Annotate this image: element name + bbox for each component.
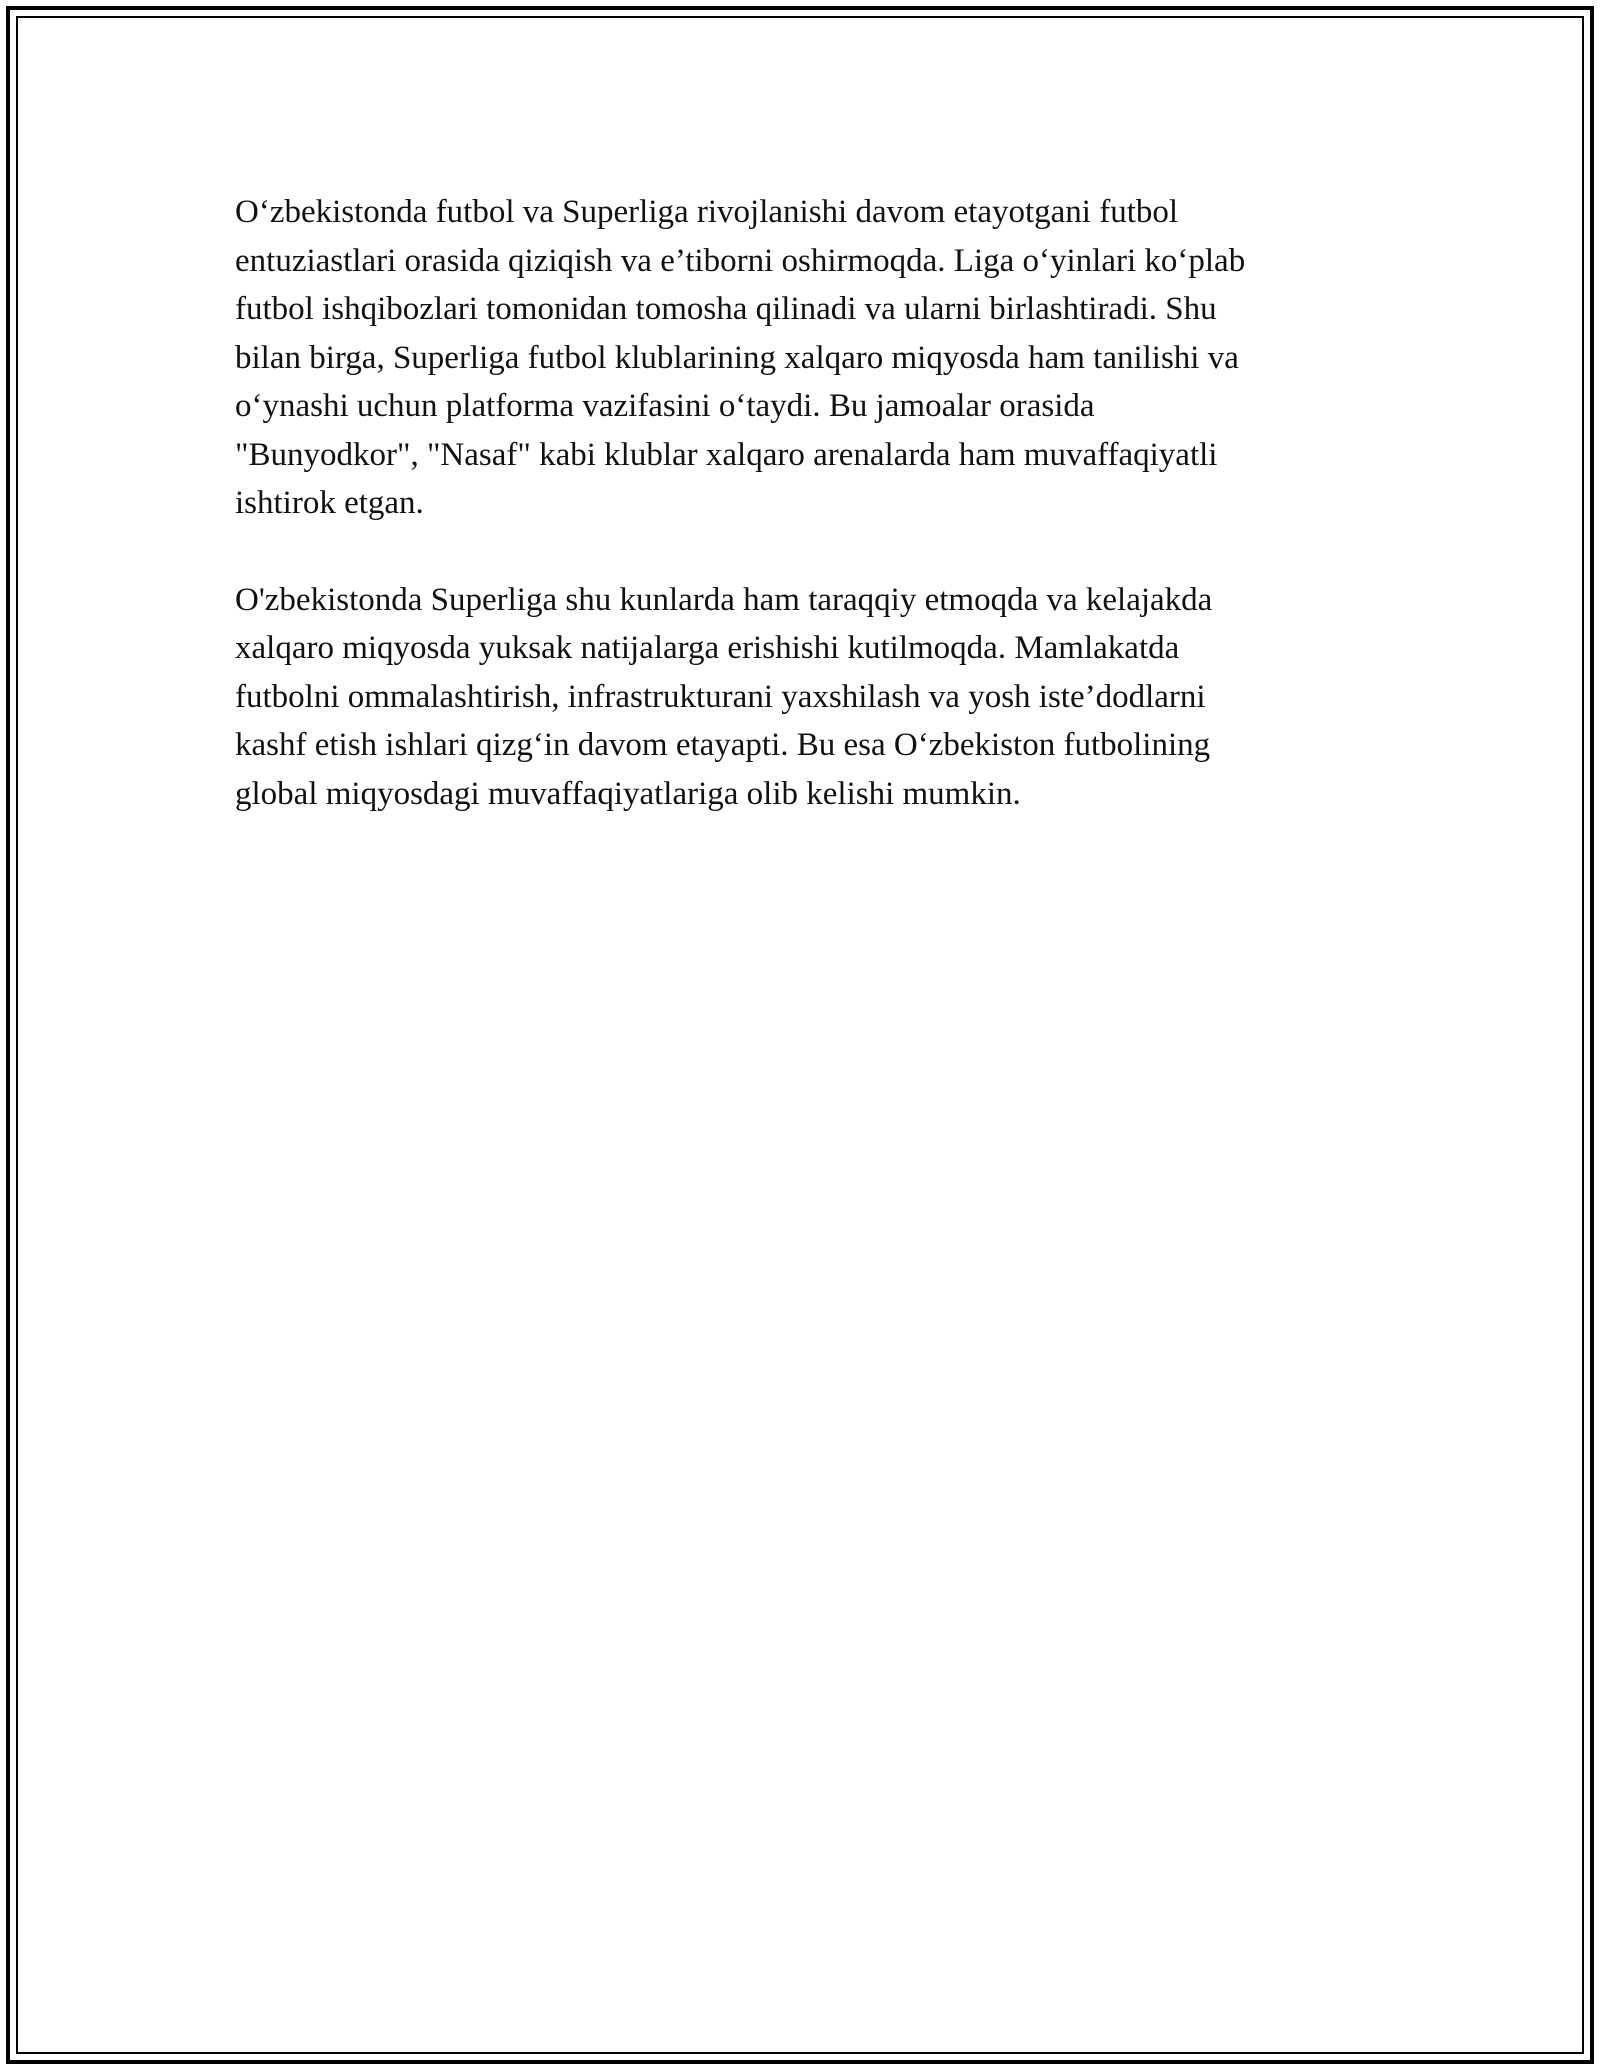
text-line: futbol ishqibozlari tomonidan tomosha qilinadi va ularni birlashtiradi. Shu — [235, 291, 1217, 327]
text-line: O'zbekistonda Superliga shu kunlarda ham taraqqiy etmoqda va kelajakda — [235, 581, 1213, 618]
text-line: o‘ynashi uchun platforma vazifasini o‘taydi. Bu jamoalar orasida — [235, 388, 1095, 424]
text-line: global miqyosdagi muvaffaqiyatlariga olib kelishi mumkin. — [235, 775, 1021, 812]
text-line: O‘zbekistonda futbol va Superliga rivojlanishi davom etayotgani futbol — [235, 194, 1179, 230]
text-line: ishtirok etgan. — [235, 485, 424, 521]
text-line: entuziastlari orasida qiziqish va e’tiborni oshirmoqda. Liga o‘yinlari ko‘plab — [235, 242, 1246, 279]
text-line: "Bunyodkor", "Nasaf" kabi klublar xalqaro arenalarda ham muvaffaqiyatli — [235, 436, 1218, 473]
text-line: futbolni ommalashtirish, infrastrukturani yaxshilash va yosh iste’dodlarni — [235, 678, 1206, 715]
text-line: xalqaro miqyosda yuksak natijalarga erishishi kutilmoqda. Mamlakatda — [235, 630, 1180, 666]
paragraph-1 — [235, 188, 1365, 528]
text-line: kashf etish ishlari qizg‘in davom etayapti. Bu esa O‘zbekiston futbolining — [235, 727, 1211, 763]
paragraph-2 — [235, 576, 1365, 819]
text-line: bilan birga, Superliga futbol klublarining xalqaro miqyosda ham tanilishi va — [235, 339, 1239, 376]
document-body — [235, 188, 1365, 866]
